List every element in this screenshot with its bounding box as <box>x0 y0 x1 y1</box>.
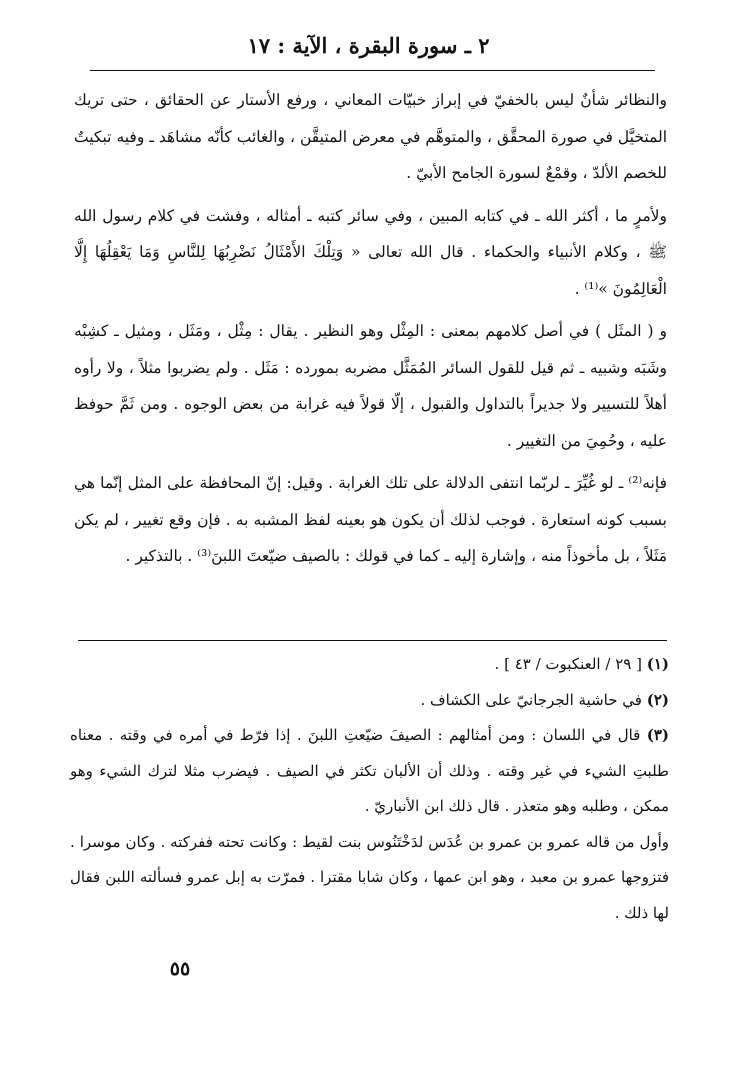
footnote-text: قال في اللسان : ومن أمثالهم : الصيفَ ضيّعتِ اللبنَ . إذا فرّط في أمره في وقته . معناه طلبتِ الشيء في غير وقته . وذلك أن الألبان تكثر في الصيف . فيضرب مثلا لترك الشيء وهو ممكن ، وطلبه وهو متعذر . قال ذلك ابن الأنباريّ . <box>70 726 669 815</box>
paragraph: و ( المثَل ) في أصل كلامهم بمعنى : المِثْل وهو النظير . يقال : مِثْل ، ومَثَل ، ومثيل ـ كشِبْه وشَبَه وشبيه ـ ثم قيل للقول السائر المُمَثَّل مضربه بمورده : مَثَل . ولم يضربوا مثلاً ، ولا رأوه أهلاً للتسيير ولا جديراً بالتداول والقبول ، إلّا قولاً فيه غرابة من بعض الوجوه . ومن ثَمَّ حوفظ عليه ، وحُمِيَ من التغيير . <box>74 322 667 450</box>
footnote-number: (٣) <box>646 726 669 744</box>
footnote <box>70 718 669 825</box>
paragraph: فإنه⁽²⁾ ـ لو غُيِّرَ ـ لربّما انتفى الدلالة على تلك الغرابة . وقيل: إنّ المحافظة على المثل إنّما هي بسبب كونه استعارة . فوجب لذلك أن يكون هو بعينه لفظ المشبه به . فإن وقع تغيير ، لم يكن مَثَلاً ، بل مأخوذاً منه ، وإشارة إليه ـ كما في قولك : بالصيف ضيّعتَ اللبنَ⁽³⁾ . بالتذكير . <box>74 474 667 565</box>
main-text <box>74 82 667 575</box>
footnote-text: في حاشية الجرجانيّ على الكشاف . <box>420 690 642 709</box>
footnote-text: وأول من قاله عمرو بن عمرو بن عُدَس لدَخْتَنُوس بنت لقيط : وكانت تحته ففركته . وكان موسرا . فتزوجها عمرو بن معبد ، وهو ابن عمها ، وكان شابا مقترا . فمرّت به إبل عمرو فسألته اللبن فقال لها ذلك . <box>70 832 670 922</box>
page-header: ٢ ـ سورة البقرة ، الآية : ١٧ <box>247 33 490 58</box>
footnote <box>70 683 669 719</box>
footnote-divider <box>78 640 667 641</box>
paragraph: والنظائر شأنٌ ليس بالخفيّ في إبراز خبيّات المعاني ، ورفع الأستار عن الحقائق ، حتى تريك المتخيَّل في صورة المحقَّق ، والمتوهَّم في معرض المتيقَّن ، والغائب كأنّه مشاهَد ـ وفيه تبكيتٌ للخصم الألدّ ، وقمْعٌ لسورة الجامح الأبيّ . <box>74 91 667 182</box>
page-number: ٥٥ <box>169 958 191 980</box>
footnote-continuation <box>70 825 669 932</box>
footnote-number: (٢) <box>646 690 669 709</box>
header-divider <box>90 70 655 71</box>
footnote-text: [ ٢٩ / العنكبوت / ٤٣ ] . <box>494 655 642 673</box>
paragraph: ولأمرٍ ما ، أكثر الله ـ في كتابه المبين ، وفي سائر كتبه ـ أمثاله ، وفشت في كلام رسول الله ﷺ ، وكلام الأنبياء والحكماء . قال الله تعالى « وَتِلْكَ الأَمْثَالُ نَضْرِبُهَا لِلنَّاسِ وَمَا يَعْقِلُهَا إِلَّا الْعَالِمُونَ »⁽¹⁾ . <box>74 206 667 298</box>
footnote-number: (١) <box>646 655 669 673</box>
footnote <box>70 647 669 683</box>
footnotes-section <box>70 647 669 931</box>
